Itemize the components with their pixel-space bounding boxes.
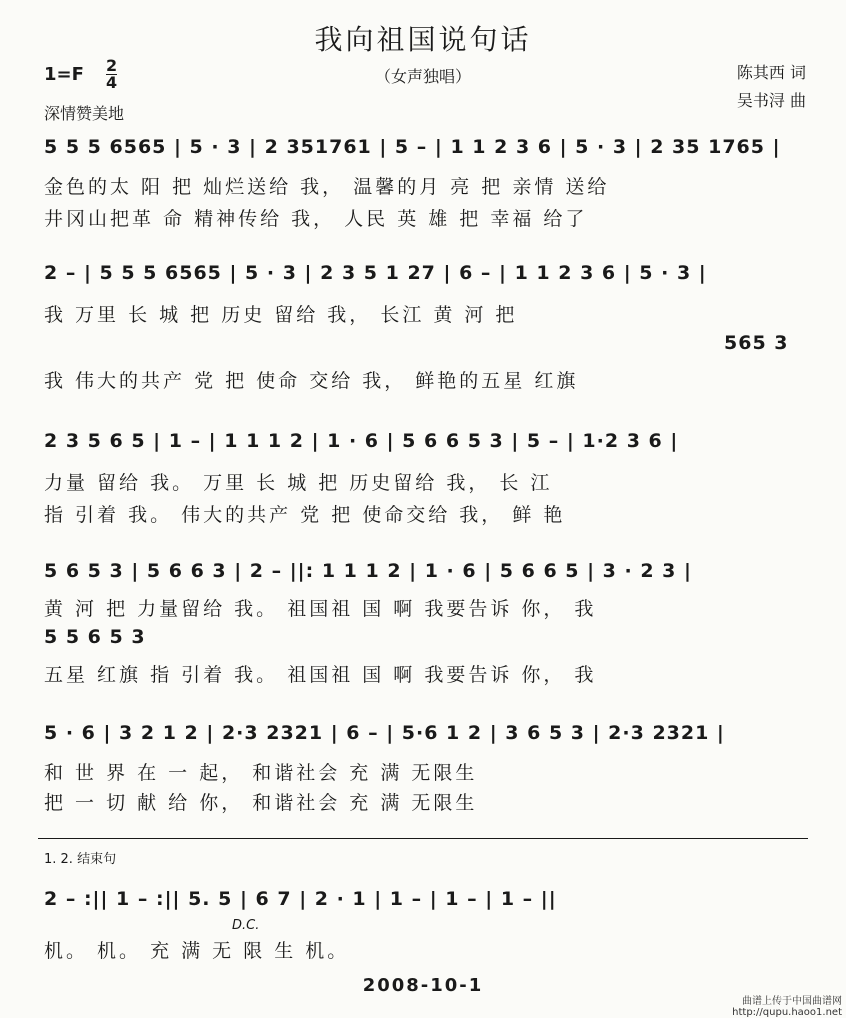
system-2-alt-notes: 565 3 [724,332,789,354]
system-6-lyrics: 机。 机。 充 满 无 限 生 机。 [44,940,350,962]
system-5-lyrics-verse-1: 和 世 界 在 一 起， 和谐社会 充 满 无限生 [44,762,478,784]
time-signature-bottom: 4 [106,73,118,92]
system-6-notes: 2 – :|| 1 – :|| 5. 5 | 6 7 | 2 · 1 | 1 – | 1 – | 1 – || [44,888,557,910]
song-title: 我向祖国说句话 [314,23,532,56]
system-4-notes: 5 6 5 3 | 5 6 6 3 | 2 – ||: 1 1 1 2 | 1 · 6 | 5 6 6 5 | 3 · 2 3 | [44,560,692,582]
tempo-marking: 深情赞美地 [44,104,125,123]
system-4-alt-notes: 5 5 6 5 3 [44,626,146,648]
lyricist-credit: 陈其西 词 [736,63,806,82]
watermark-line-2: http://qupu.haoo1.net [732,1007,842,1018]
system-3-lyrics-verse-2: 指 引着 我。 伟大的共产 党 把 使命交给 我， 鲜 艳 [44,504,566,526]
system-2-lyrics-verse-2: 我 伟大的共产 党 把 使命 交给 我， 鲜艳的五星 红旗 [44,370,579,392]
system-5-notes: 5 · 6 | 3 2 1 2 | 2·3 2321 | 6 – | 5·6 1 2 | 3 6 5 3 | 2·3 2321 | [44,722,725,744]
system-2-lyrics-verse-1: 我 万里 长 城 把 历史 留给 我， 长江 黄 河 把 [44,304,518,326]
watermark-line-1: 曲谱上传于中国曲谱网 [742,996,842,1007]
system-4-lyrics-verse-2: 五星 红旗 指 引着 我。 祖国祖 国 啊 我要告诉 你， 我 [44,664,597,686]
volta-bracket [38,838,808,849]
system-5-lyrics-verse-2: 把 一 切 献 给 你， 和谐社会 充 满 无限生 [44,792,478,814]
system-1-notes: 5 5 5 6565 | 5 · 3 | 2 351761 | 5 – | 1 1 2 3 6 | 5 · 3 | 2 35 1765 | [44,136,781,158]
system-1-lyrics-verse-2: 井冈山把革 命 精神传给 我， 人民 英 雄 把 幸福 给了 [44,208,588,230]
system-3-lyrics-verse-1: 力量 留给 我。 万里 长 城 把 历史留给 我， 长 江 [44,472,553,494]
song-subtitle: （女声独唱） [374,67,471,86]
system-1-lyrics-verse-1: 金色的太 阳 把 灿烂送给 我， 温馨的月 亮 把 亲情 送给 [44,176,610,198]
score-date: 2008-10-1 [362,975,484,996]
composer-credit: 吴书浔 曲 [736,91,806,110]
time-signature-top: 2 [106,56,118,75]
key-signature: 1=F [44,64,84,85]
time-signature [106,58,117,91]
system-2-notes: 2 – | 5 5 5 6565 | 5 · 3 | 2 3 5 1 27 | 6 – | 1 1 2 3 6 | 5 · 3 | [44,262,707,284]
da-capo-marker: D.C. [232,918,260,933]
system-4-lyrics-verse-1: 黄 河 把 力量留给 我。 祖国祖 国 啊 我要告诉 你， 我 [44,598,597,620]
volta-labels: 1. 2. 结束句 [44,852,117,867]
system-3-notes: 2 3 5 6 5 | 1 – | 1 1 1 2 | 1 · 6 | 5 6 6 5 3 | 5 – | 1·2 3 6 | [44,430,679,452]
